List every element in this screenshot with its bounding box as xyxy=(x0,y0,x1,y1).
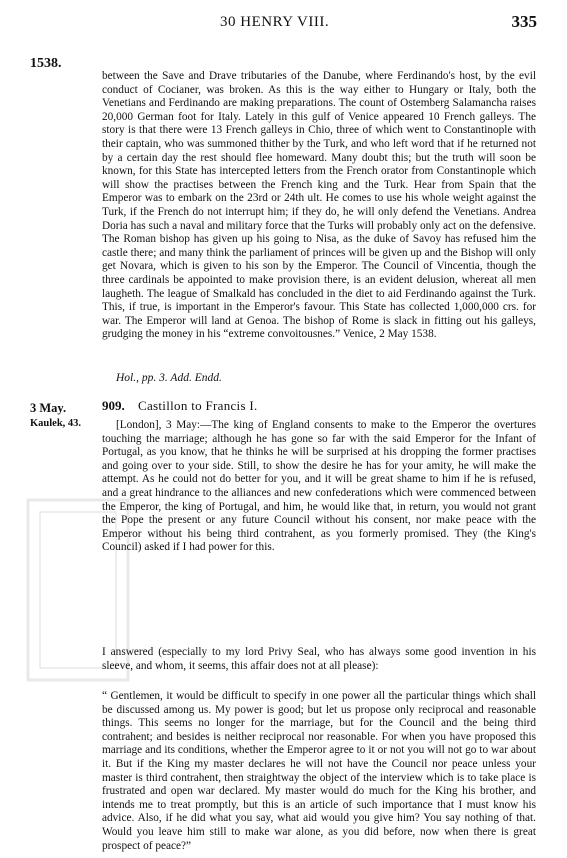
entry-909-paragraph-1: [London], 3 May:—The king of England consents to make to the Emperor the overtures touching the marriage; although he has gone so far with the said Emperor for the Infant of Portugal, as you know, that he thinks he will be surprised at his dropping the former practises and going over to your side. Still, to show the desire he has for your amity, he will make the attempt. As he could not do better for you, and it will be great shame to him if he is refused, and a great hindrance to the alliances and new confederations which were commenced between the Emperor, the king of Portugal, and him, he would like that, in return, you would not grant the Pope the present or any future Council without his consent, nor make peace with the Emperor without his being third contrahent, as you formerly promised. They (the King's Council) asked if I had power for this. xyxy=(102,419,536,554)
margin-reference: Kaulek, 43. xyxy=(30,418,82,429)
margin-year: 1538. xyxy=(30,56,62,71)
entry-title: Castillon to Francis I. xyxy=(138,398,258,413)
entry-909-paragraph-3: “ Gentlemen, it would be difficult to specify in one power all the particular things which shall be discussed among us. My power is good; but let us propose only reciprocal and reasonable things. This seems no longer for the marriage, but for the Council and the being third contrahent; and besides is neither reciprocal nor reasonable. For when you have proposed this marriage and its conditions, whether the Emperor agree to it or not you will not go to war about it. But if the King my master declares he will not have the Council nor peace unless your master is third contrahent, then straightway the object of the interview which is to take place is frustrated and open war declared. My master would do much for the King his brother, and intends me to treat promptly, but this is an article of such importance that I must know his advice. Also, if he did what you say, what aid would you give him? You say nothing of that. Would you leave him still to make war alone, as you did before, now when there is great prospect of peace?” xyxy=(102,690,536,852)
page-number: 335 xyxy=(511,12,537,31)
entry-number: 909. xyxy=(102,398,125,413)
entry-909-paragraph-2: I answered (especially to my lord Privy Seal, who has always some good invention in his sleeve, and whom, it seems, this affair does not at all please): xyxy=(102,646,536,672)
source-note: Hol., pp. 3. Add. Endd. xyxy=(116,372,222,384)
entry-909-heading xyxy=(102,398,258,414)
running-title: 30 HENRY VIII. xyxy=(220,14,330,30)
entry-908-text: between the Save and Drave tributaries of the Danube, where Ferdinando's host, by the evil conduct of Cocianer, was broken. As this is the way either to Hungary or Italy, both the Venetians and Ferdinando are making preparations. The count of Ostemberg Salamancha raises 20,000 German foot for Italy. Lately in this gulf of Venice appeared 10 French galleys. The story is that there were 13 French galleys in Chio, three of which went to Constantinople with their captain, who was summoned thither by the Turk, and who left word that if he returned not by a certain day the rest should flee homeward. Many doubt this; but the truth will soon be known, for this State has intercepted letters from the French orator from Constantinople which will show the practises between the French king and the Turk. Hear from Spain that the Emperor was to embark on the 23rd or 24th ult. He comes to use his whole weight against the Turk, if the French do not interrupt him; if they do, he will only defend the Venetians. Andrea Doria has such a naval and military force that the Turks will probably only act on the defensive. The Roman bishop has given up his going to Nisa, as the duke of Savoy has refused him the castle there; and many think the parliament of princes will be given up and the Bishop will only get Novara, which is given to his son by the Emperor. The Council of Vincentia, though the three cardinals be appointed to make provision there, is an evident delusion, whereat all men laugheth. The league of Smalkald has concluded in the diet to aid Ferdinando against the Turk. This, if true, is important in the Emperor's favour. This State has collected 1,000,000 crs. for war. The Emperor will land at Genoa. The bishop of Rome is slack in fitting out his galleys, grudging the money in his “extreme convoitousnes.” Venice, 2 May 1538. xyxy=(102,70,536,341)
page-header xyxy=(0,12,567,34)
margin-date: 3 May. xyxy=(30,401,67,415)
